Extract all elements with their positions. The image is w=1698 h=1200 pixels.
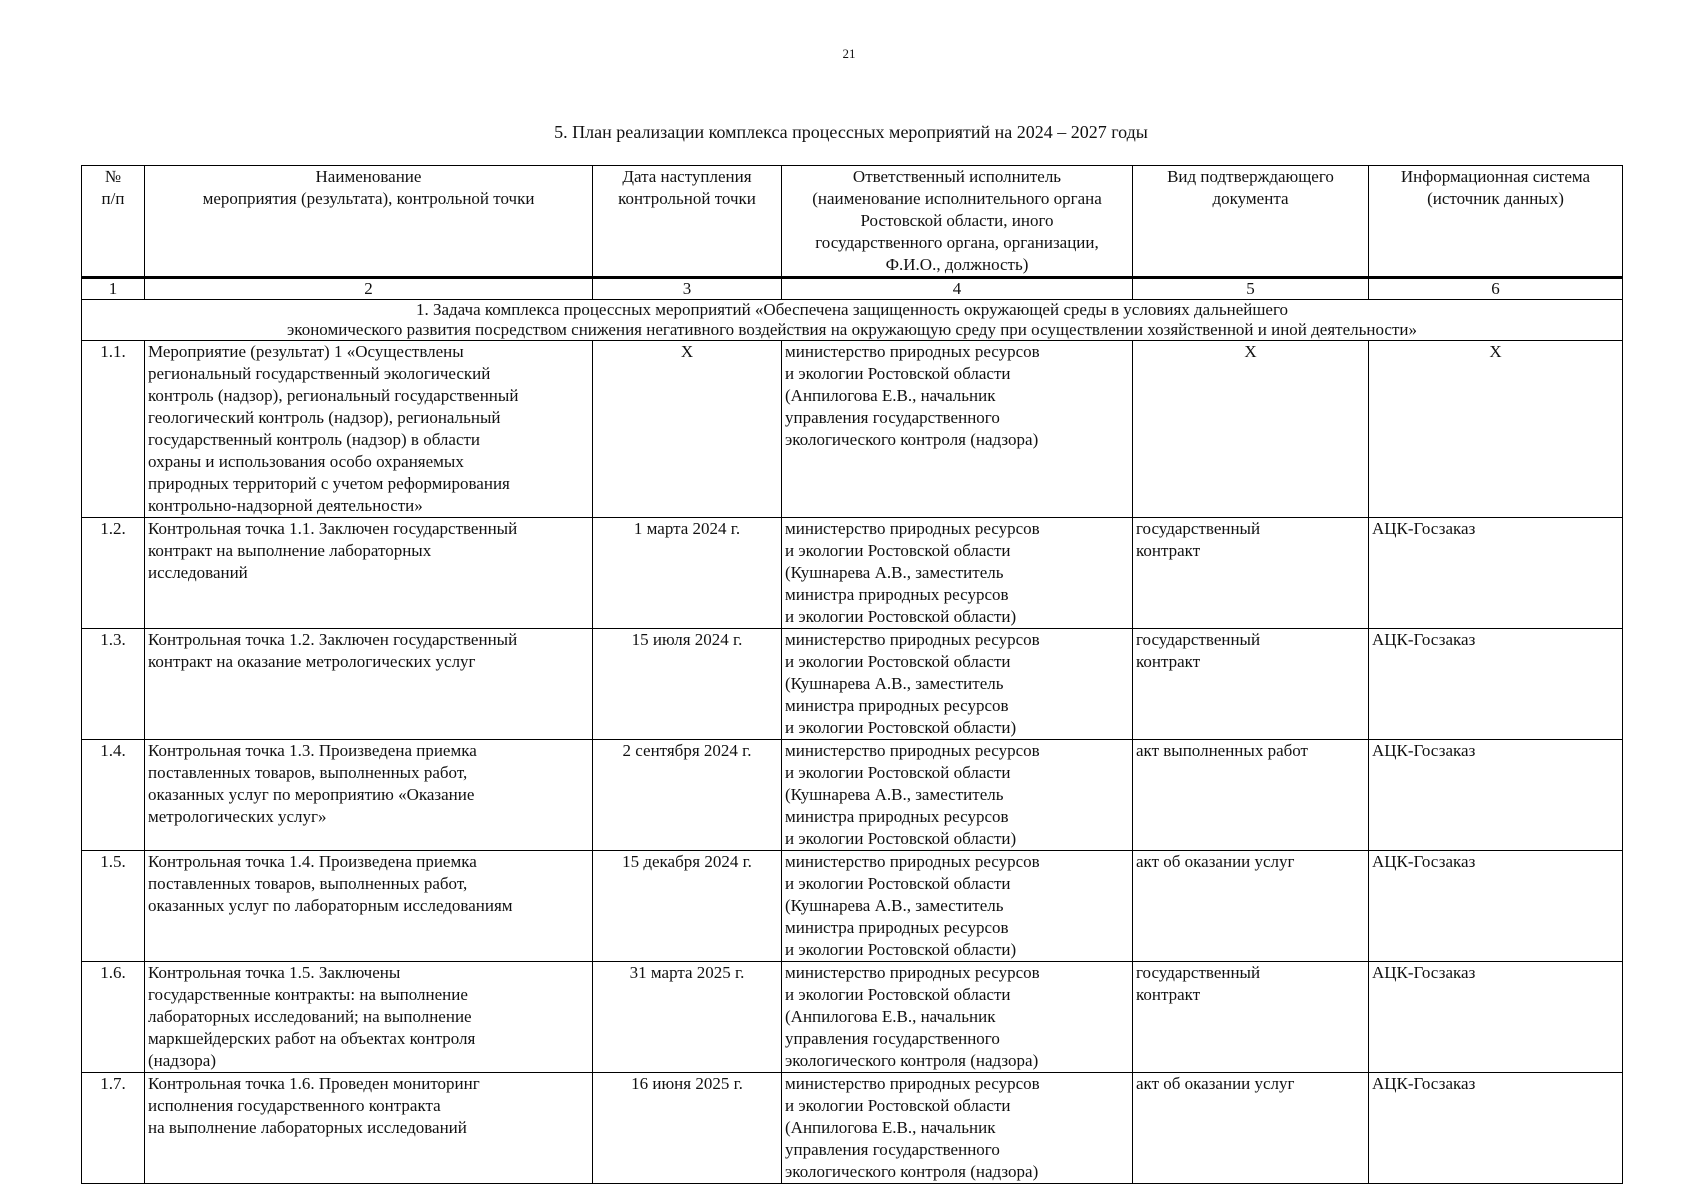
row-executor-cell-text: министерство природных ресурсов и экологии Ростовской области (Кушнарева А.В., заместитель министра природных ресурсов и экологии Ростовской области): [785, 630, 1040, 737]
row-executor-cell-text: министерство природных ресурсов и экологии Ростовской области (Кушнарева А.В., заместитель министра природных ресурсов и экологии Ростовской области): [785, 519, 1040, 626]
row-number-cell: [82, 851, 145, 962]
row-document-cell: [1133, 518, 1369, 629]
row-number-cell-text: 1.6.: [100, 963, 126, 982]
row-date-cell-text: X: [680, 342, 694, 361]
row-executor-cell-text: министерство природных ресурсов и экологии Ростовской области (Кушнарева А.В., заместитель министра природных ресурсов и экологии Ростовской области): [785, 852, 1040, 959]
row-number-cell: [82, 962, 145, 1073]
header-name: [145, 166, 593, 278]
row-executor-cell: [782, 1073, 1133, 1184]
row-date-cell-text: 15 декабря 2024 г.: [622, 852, 752, 871]
row-system-cell: [1369, 341, 1623, 518]
row-date-cell: [593, 629, 782, 740]
row-number-cell: [82, 629, 145, 740]
row-executor-cell: [782, 629, 1133, 740]
row-system-cell: [1369, 518, 1623, 629]
row-name-cell: [145, 341, 593, 518]
row-name-cell: [145, 962, 593, 1073]
header-row: [82, 166, 1623, 278]
column-number: 1: [82, 278, 145, 300]
table-row: [82, 629, 1623, 740]
column-number: 2: [145, 278, 593, 300]
row-executor-cell: [782, 518, 1133, 629]
header-executor-text: Ответственный исполнитель (наименование исполнительного органа Ростовской области, иного государственного органа, организации, Ф.И.О., должность): [812, 167, 1102, 274]
header-document: [1133, 166, 1369, 278]
column-number: 5: [1133, 278, 1369, 300]
row-number-cell: [82, 518, 145, 629]
column-number-row: [82, 278, 1623, 300]
row-name-cell-text: Контрольная точка 1.1. Заключен государственный контракт на выполнение лабораторных исследований: [148, 519, 518, 582]
row-name-cell-text: Контрольная точка 1.4. Произведена приемка поставленных товаров, выполненных работ, оказанных услуг по лабораторным исследованиям: [148, 852, 513, 915]
row-number-cell: [82, 740, 145, 851]
row-system-cell-text: АЦК-Госзаказ: [1372, 1074, 1476, 1093]
row-executor-cell: [782, 851, 1133, 962]
row-executor-cell-text: министерство природных ресурсов и экологии Ростовской области (Кушнарева А.В., заместитель министра природных ресурсов и экологии Ростовской области): [785, 741, 1040, 848]
page-number: 21: [842, 46, 856, 61]
row-name-cell-text: Контрольная точка 1.3. Произведена приемка поставленных товаров, выполненных работ, оказанных услуг по мероприятию «Оказание метрологических услуг»: [148, 741, 477, 826]
row-system-cell: [1369, 1073, 1623, 1184]
row-document-cell-text: акт об оказании услуг: [1136, 852, 1295, 871]
row-name-cell: [145, 1073, 593, 1184]
header-system: [1369, 166, 1623, 278]
table-row: [82, 518, 1623, 629]
row-number-cell-text: 1.5.: [100, 852, 126, 871]
row-name-cell-text: Контрольная точка 1.5. Заключены государственные контракты: на выполнение лабораторных исследований; на выполнение маркшейдерских работ на объектах контроля (надзора): [148, 963, 476, 1070]
row-document-cell: [1133, 341, 1369, 518]
row-date-cell: [593, 1073, 782, 1184]
row-document-cell-text: X: [1244, 342, 1257, 361]
column-number: 6: [1369, 278, 1623, 300]
row-document-cell-text: государственный контракт: [1136, 963, 1261, 1004]
row-system-cell-text: АЦК-Госзаказ: [1372, 741, 1476, 760]
row-date-cell: [593, 518, 782, 629]
row-system-cell: [1369, 851, 1623, 962]
column-number: 3: [593, 278, 782, 300]
table-row: [82, 962, 1623, 1073]
row-number-cell-text: 1.1.: [100, 342, 126, 361]
header-system-text: Информационная система (источник данных): [1400, 167, 1591, 208]
plan-table: [81, 165, 1623, 1184]
header-document-text: Вид подтверждающего документа: [1167, 167, 1334, 208]
row-executor-cell: [782, 740, 1133, 851]
row-name-cell-text: Контрольная точка 1.2. Заключен государственный контракт на оказание метрологических услуг: [148, 630, 518, 671]
row-executor-cell-text: министерство природных ресурсов и экологии Ростовской области (Анпилогова Е.В., начальник управления государственного экологического контроля (надзора): [785, 342, 1040, 449]
row-system-cell-text: АЦК-Госзаказ: [1372, 963, 1476, 982]
row-date-cell: [593, 341, 782, 518]
row-system-cell: [1369, 962, 1623, 1073]
plan-table-body: [82, 166, 1623, 1184]
row-date-cell-text: 16 июня 2025 г.: [631, 1074, 743, 1093]
row-date-cell-text: 2 сентября 2024 г.: [622, 741, 752, 760]
row-system-cell: [1369, 629, 1623, 740]
row-document-cell: [1133, 851, 1369, 962]
row-name-cell-text: Мероприятие (результат) 1 «Осуществлены региональный государственный экологический контроль (надзор), региональный государственный геологический контроль (надзор), региональный государственный контроль (надзор) в области охраны и использования особо охраняемых природных территорий с учетом реформирования контрольно-надзорной деятельности»: [148, 342, 519, 515]
header-name-text: Наименование мероприятия (результата), контрольной точки: [202, 167, 535, 208]
header-number-text: № п/п: [101, 167, 125, 208]
row-date-cell-text: 31 марта 2025 г.: [629, 963, 745, 982]
row-executor-cell-text: министерство природных ресурсов и экологии Ростовской области (Анпилогова Е.В., начальник управления государственного экологического контроля (надзора): [785, 1074, 1040, 1181]
row-document-cell: [1133, 962, 1369, 1073]
table-row: [82, 740, 1623, 851]
header-executor: [782, 166, 1133, 278]
task-text: 1. Задача комплекса процессных мероприятий «Обеспечена защищенность окружающей среды в условиях дальнейшего экономического развития посредством снижения негативного воздействия на окружающую среду при осуществлении хозяйственной и иной деятельности»: [287, 300, 1417, 339]
row-number-cell: [82, 341, 145, 518]
document-title: 5. План реализации комплекса процессных мероприятий на 2024 – 2027 годы: [554, 122, 1148, 142]
row-number-cell-text: 1.7.: [100, 1074, 126, 1093]
task-row: [82, 300, 1623, 341]
column-number: 4: [782, 278, 1133, 300]
row-name-cell: [145, 740, 593, 851]
row-name-cell: [145, 629, 593, 740]
row-document-cell: [1133, 629, 1369, 740]
header-number: [82, 166, 145, 278]
header-date-text: Дата наступления контрольной точки: [618, 167, 756, 208]
row-name-cell: [145, 518, 593, 629]
table-row: [82, 851, 1623, 962]
table-row: [82, 1073, 1623, 1184]
row-document-cell-text: государственный контракт: [1136, 519, 1261, 560]
row-system-cell-text: АЦК-Госзаказ: [1372, 630, 1476, 649]
row-number-cell-text: 1.2.: [100, 519, 126, 538]
row-name-cell: [145, 851, 593, 962]
row-system-cell-text: АЦК-Госзаказ: [1372, 852, 1476, 871]
header-date: [593, 166, 782, 278]
table-row: [82, 341, 1623, 518]
row-document-cell-text: акт выполненных работ: [1136, 741, 1308, 760]
row-system-cell-text: X: [1489, 342, 1502, 361]
row-system-cell: [1369, 740, 1623, 851]
row-number-cell-text: 1.3.: [100, 630, 126, 649]
row-date-cell-text: 15 июля 2024 г.: [631, 630, 743, 649]
row-executor-cell: [782, 341, 1133, 518]
row-date-cell-text: 1 марта 2024 г.: [633, 519, 741, 538]
row-number-cell-text: 1.4.: [100, 741, 126, 760]
row-document-cell-text: акт об оказании услуг: [1136, 1074, 1295, 1093]
row-name-cell-text: Контрольная точка 1.6. Проведен мониторинг исполнения государственного контракта на выполнение лабораторных исследований: [148, 1074, 480, 1137]
row-document-cell-text: государственный контракт: [1136, 630, 1261, 671]
row-date-cell: [593, 962, 782, 1073]
row-date-cell: [593, 740, 782, 851]
row-system-cell-text: АЦК-Госзаказ: [1372, 519, 1476, 538]
row-number-cell: [82, 1073, 145, 1184]
row-executor-cell: [782, 962, 1133, 1073]
row-document-cell: [1133, 740, 1369, 851]
row-document-cell: [1133, 1073, 1369, 1184]
row-executor-cell-text: министерство природных ресурсов и экологии Ростовской области (Анпилогова Е.В., начальник управления государственного экологического контроля (надзора): [785, 963, 1040, 1070]
row-date-cell: [593, 851, 782, 962]
task-cell: [82, 300, 1623, 341]
